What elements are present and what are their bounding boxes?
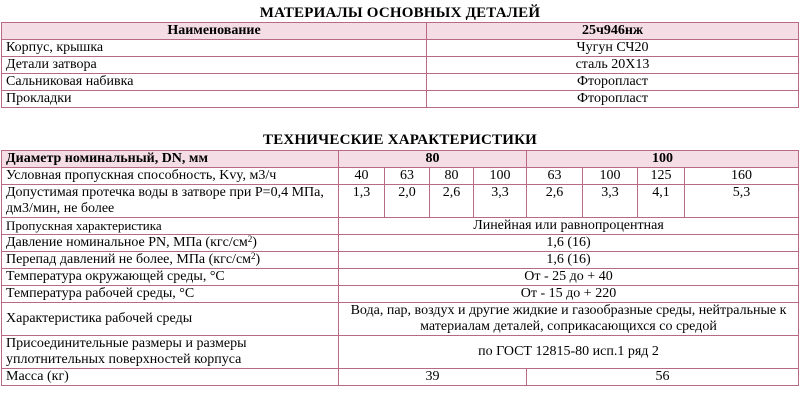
flow-char-value: Линейная или равнопроцентная — [339, 218, 799, 235]
medium-temp-value: От - 15 до + 220 — [339, 286, 799, 303]
medium-temp-label: Температура рабочей среды, °С — [2, 286, 339, 303]
leak-row — [2, 185, 799, 218]
pressure-label — [2, 235, 339, 252]
dn100-header: 100 — [527, 151, 799, 168]
ambient-label: Температура окружающей среды, °С — [2, 269, 339, 286]
medium-row — [2, 303, 799, 336]
leak-value: 5,3 — [685, 185, 799, 218]
drop-label-sup: 2 — [251, 251, 256, 261]
connect-label: Присоединительные размеры и размеры уплотнительных поверхностей корпуса — [2, 336, 339, 369]
kvy-value: 63 — [527, 168, 583, 185]
mass-row — [2, 369, 799, 386]
material-value: Фторопласт — [427, 74, 799, 91]
drop-label — [2, 252, 339, 269]
materials-table — [1, 22, 799, 108]
table-row — [2, 91, 799, 108]
ambient-value: От - 25 до + 40 — [339, 269, 799, 286]
materials-title: МАТЕРИАЛЫ ОСНОВНЫХ ДЕТАЛЕЙ — [259, 5, 541, 21]
leak-value: 2,6 — [430, 185, 474, 218]
drop-value: 1,6 (16) — [339, 252, 799, 269]
leak-label: Допустимая протечка воды в затворе при Р=0,4 МПа, дм3/мин, не более — [2, 185, 339, 218]
material-value: Фторопласт — [427, 91, 799, 108]
leak-value: 2,0 — [385, 185, 430, 218]
materials-header-name: Наименование — [2, 23, 427, 40]
leak-value: 4,1 — [638, 185, 685, 218]
flow-char-row — [2, 218, 799, 235]
leak-value: 3,3 — [583, 185, 638, 218]
kvy-row — [2, 168, 799, 185]
dn-label: Диаметр номинальный, DN, мм — [2, 151, 339, 168]
connect-value: по ГОСТ 12815-80 исп.1 ряд 2 — [339, 336, 799, 369]
material-value: Чугун СЧ20 — [427, 40, 799, 57]
pressure-label-text: Давление номинальное PN, МПа (кгс/см — [6, 235, 248, 250]
ambient-row — [2, 269, 799, 286]
pressure-value: 1,6 (16) — [339, 235, 799, 252]
leak-value: 3,3 — [474, 185, 527, 218]
kvy-value: 100 — [474, 168, 527, 185]
kvy-value: 100 — [583, 168, 638, 185]
materials-header-row — [2, 23, 799, 40]
leak-value: 2,6 — [527, 185, 583, 218]
kvy-value: 125 — [638, 168, 685, 185]
mass-label: Масса (кг) — [2, 369, 339, 386]
specs-table — [1, 150, 799, 386]
pressure-label-sup: 2 — [247, 234, 253, 244]
specs-title: ТЕХНИЧЕСКИЕ ХАРАКТЕРИСТИКИ — [262, 132, 538, 148]
material-value: сталь 20Х13 — [427, 57, 799, 74]
medium-label: Характеристика рабочей среды — [2, 303, 339, 336]
medium-temp-row — [2, 286, 799, 303]
drop-label-text: Перепад давлений не более, МПа (кгс/см — [6, 252, 252, 267]
pressure-row — [2, 235, 799, 252]
kvy-value: 63 — [385, 168, 430, 185]
kvy-value: 40 — [339, 168, 385, 185]
material-part: Корпус, крышка — [2, 40, 427, 57]
leak-value: 1,3 — [339, 185, 385, 218]
pressure-label-close: ) — [252, 235, 257, 250]
material-part: Прокладки — [2, 91, 427, 108]
material-part: Сальниковая набивка — [2, 74, 427, 91]
drop-label-close: ) — [255, 252, 261, 267]
flow-char-label: Пропускная характеристика — [2, 218, 339, 235]
specs-header-row — [2, 151, 799, 168]
table-row — [2, 74, 799, 91]
dn80-header: 80 — [339, 151, 527, 168]
kvy-label: Условная пропускная способность, Kvy, м3/ч — [2, 168, 339, 185]
material-part: Детали затвора — [2, 57, 427, 74]
mass-dn80: 39 — [339, 369, 527, 386]
mass-dn100: 56 — [527, 369, 799, 386]
table-row — [2, 40, 799, 57]
table-row — [2, 57, 799, 74]
connect-row — [2, 336, 799, 369]
medium-value: Вода, пар, воздух и другие жидкие и газообразные среды, нейтральные к материалам деталей, соприкасающихся со средой — [339, 303, 799, 336]
kvy-value: 160 — [685, 168, 799, 185]
materials-header-model: 25ч946нж — [427, 23, 799, 40]
drop-row — [2, 252, 799, 269]
kvy-value: 80 — [430, 168, 474, 185]
